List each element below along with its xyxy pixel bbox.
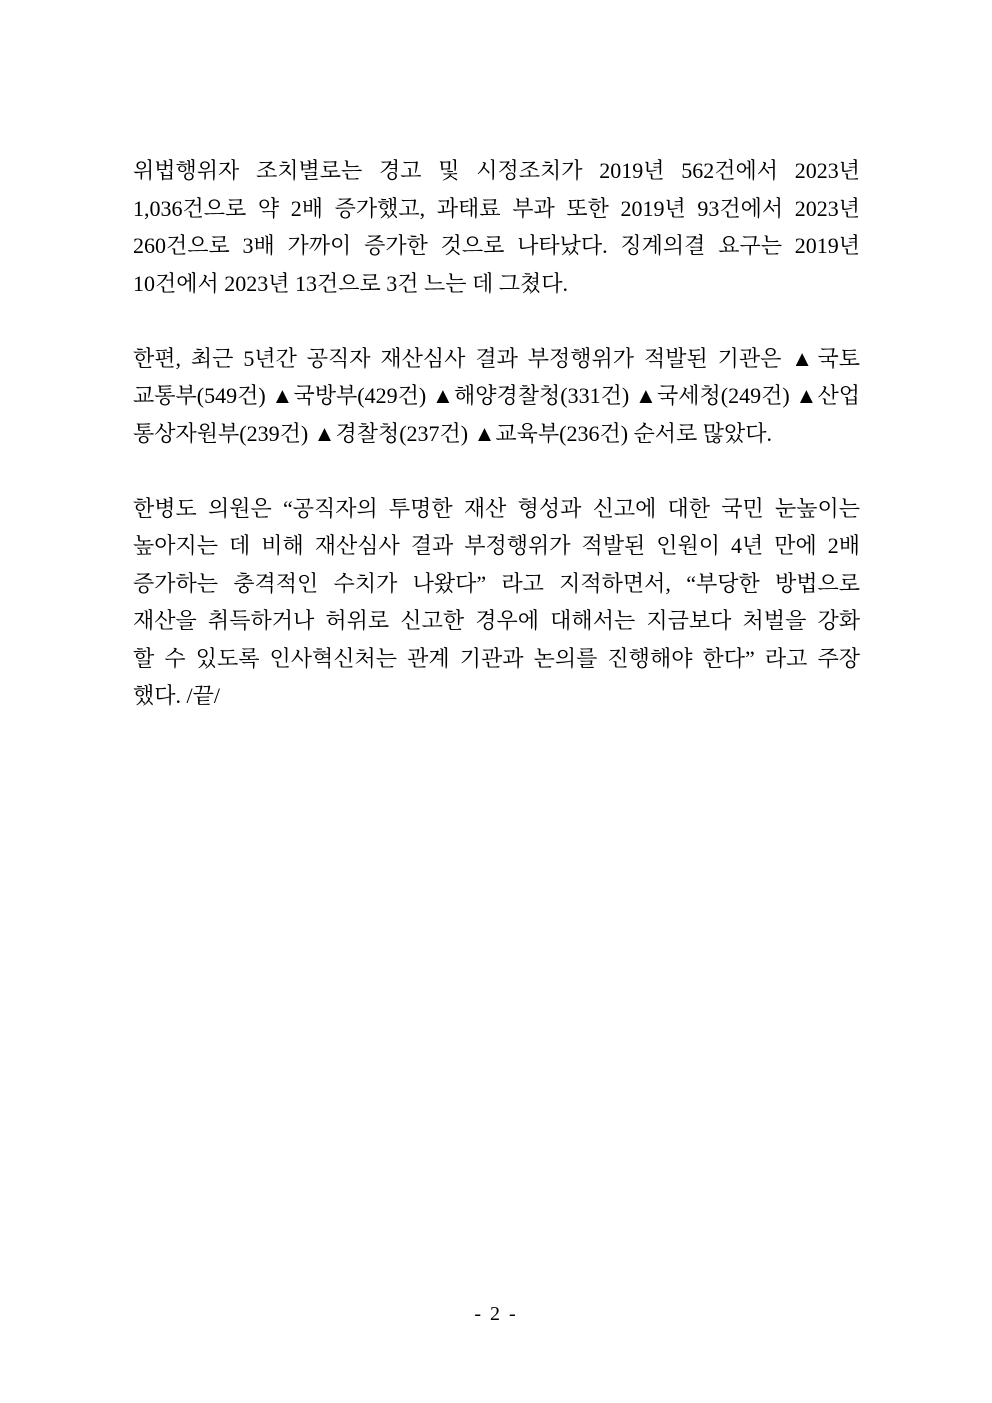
text-line: 10건에서 2023년 13건으로 3건 느는 데 그쳤다. [133, 270, 569, 296]
document-body [133, 152, 860, 715]
text-line: 260건으로 3배 가까이 증가한 것으로 나타났다. 징계의결 요구는 2019년 [133, 233, 860, 258]
text-line: 1,036건으로 약 2배 증가했고, 과태료 부과 또한 2019년 93건에서 2023년 [133, 195, 860, 221]
paragraph [133, 152, 860, 302]
text-line: 통상자원부(239건) ▲경찰청(237건) ▲교육부(236건) 순서로 많았다. [133, 420, 773, 446]
paragraph [133, 490, 860, 715]
text-line: 교통부(549건) ▲국방부(429건) ▲해양경찰청(331건) ▲국세청(249건) ▲산업 [133, 383, 860, 408]
text-line: 했다. /끝/ [133, 683, 220, 708]
text-line: 위법행위자 조치별로는 경고 및 시정조치가 2019년 562건에서 2023년 [133, 158, 860, 183]
text-line: 한병도 의원은 “공직자의 투명한 재산 형성과 신고에 대한 국민 눈높이는 [133, 495, 860, 521]
page-number: - 2 - [474, 1303, 518, 1325]
text-line: 한편, 최근 5년간 공직자 재산심사 결과 부정행위가 적발된 기관은 ▲국토 [133, 345, 860, 371]
page-footer [0, 1301, 992, 1327]
text-line: 할 수 있도록 인사혁신처는 관계 기관과 논의를 진행해야 한다” 라고 주장 [133, 645, 860, 671]
text-line: 높아지는 데 비해 재산심사 결과 부정행위가 적발된 인원이 4년 만에 2배 [133, 533, 860, 558]
text-line: 증가하는 충격적인 수치가 나왔다” 라고 지적하면서, “부당한 방법으로 [133, 570, 860, 596]
paragraph [133, 340, 860, 453]
text-line: 재산을 취득하거나 허위로 신고한 경우에 대해서는 지금보다 처벌을 강화 [133, 608, 860, 633]
